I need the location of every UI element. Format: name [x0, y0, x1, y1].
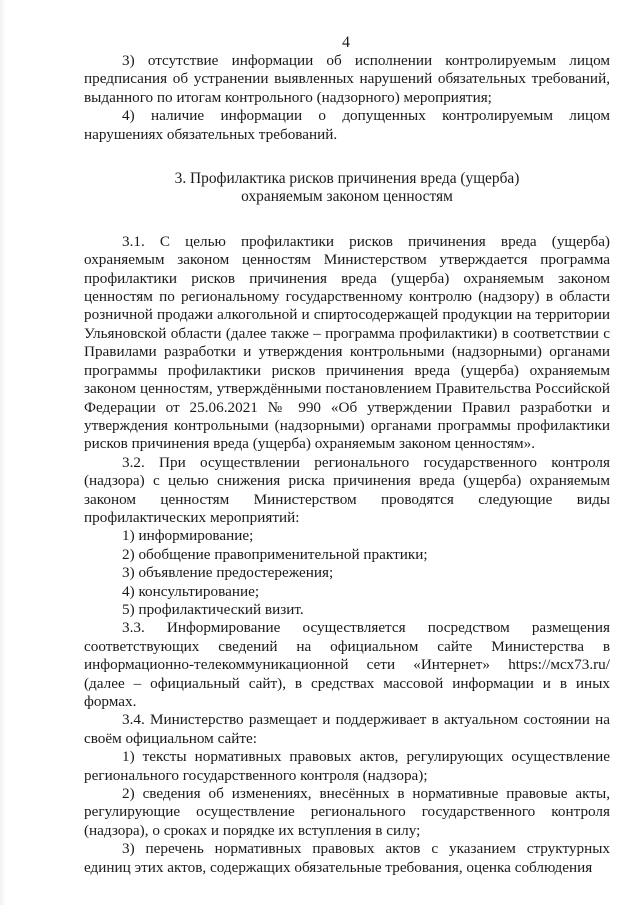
site-item: 2) сведения об изменениях, внесённых в нормативные правовые акты, регулирующие осуществление регионального государственного контроля (надзора), о сроках и порядке их вступления в силу;: [84, 785, 610, 839]
measure-item: 1) информирование;: [122, 527, 254, 545]
paragraph-3-1: 3.1. С целью профилактики рисков причинения вреда (ущерба) охраняемым законом ценностям Министерством утверждается программа профилактики рисков причинения вреда (ущерба) охраняемым законом ценностям по региональному государственному контролю (надзору) в области розничной продажи алкогольной и спиртосодержащей продукции на территории Ульяновской области (далее также – программа профилактики) в соответствии с Правилами разработки и утверждения контрольными (надзорными) органами программы профилактики рисков причинения вреда (ущерба) охраняемым законом ценностям, утверждёнными постановлением Правительства Российской Федерации от 25.06.2021 № 990 «Об утверждении Правил разработки и утверждения контрольными (надзорными) органами программы профилактики рисков причинения вреда (ущерба) охраняемым законом ценностям».: [84, 232, 610, 453]
intro-item-4: 4) наличие информации о допущенных контролируемым лицом нарушениях обязательных требований.: [84, 107, 610, 143]
document-body: [84, 52, 610, 877]
site-item: 1) тексты нормативных правовых актов, регулирующих осуществление регионального государственного контроля (надзора);: [84, 748, 610, 784]
page-number: 4: [342, 34, 350, 51]
measure-item: 3) объявление предостережения;: [122, 564, 334, 582]
section-heading-line-1: 3. Профилактика рисков причинения вреда (ущерба): [174, 170, 520, 188]
paragraph-3-4: 3.4. Министерство размещает и поддерживает в актуальном состоянии на своём официальном сайте:: [84, 711, 610, 747]
measure-item: 5) профилактический визит.: [122, 600, 304, 618]
paragraph-3-2: 3.2. При осуществлении регионального государственного контроля (надзора) с целью снижения риска причинения вреда (ущерба) охраняемым законом ценностям Министерством проводятся следующие виды профилактических мероприятий:: [84, 453, 610, 526]
section-heading-line-2: охраняемым законом ценностям: [241, 188, 453, 206]
measure-item: 4) консультирование;: [122, 582, 260, 600]
section-heading: [84, 170, 610, 207]
intro-item-3: 3) отсутствие информации об исполнении контролируемым лицом предписания об устранении выявленных нарушений обязательных требований, выданного по итогам контрольного (надзорного) мероприятия;: [84, 52, 610, 106]
site-item: 3) перечень нормативных правовых актов с указанием структурных единиц этих актов, содержащих обязательные требования, оценка соблюдения: [84, 840, 610, 876]
scan-edge: [0, 0, 6, 905]
paragraph-3-3: 3.3. Информирование осуществляется посредством размещения соответствующих сведений на официальном сайте Министерства в информационно-телекоммуникационной сети «Интернет» https://мсх73.ru/ (далее – официальный сайт), в средствах массовой информации и в иных формах.: [84, 619, 610, 710]
measure-item: 2) обобщение правоприменительной практики;: [122, 545, 428, 563]
